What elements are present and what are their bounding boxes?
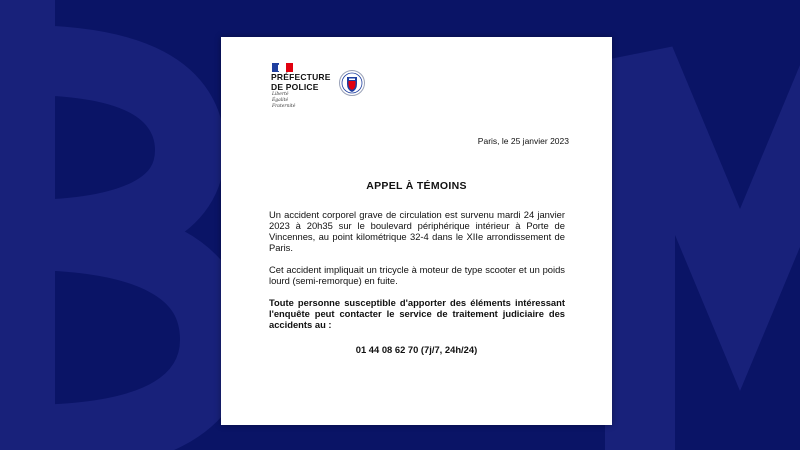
police-emblem-icon [338, 69, 366, 97]
paragraph-vehicles-involved: Cet accident impliquait un tricycle à moteur de type scooter et un poids lourd (semi-remorque) en fuite. [269, 264, 565, 286]
republic-motto [272, 92, 295, 110]
paragraph-accident-description: Un accident corporel grave de circulation est survenu mardi 24 janvier 2023 à 20h35 sur le boulevard périphérique intérieur à Porte de Vincennes, au point kilométrique 32-4 dans le XIIe arrondissement de Paris. [269, 209, 565, 253]
document-title: APPEL À TÉMOINS [366, 180, 467, 192]
organization-line2: DE POLICE [271, 81, 319, 92]
document-date: Paris, le 25 janvier 2023 [477, 136, 569, 146]
organization-line1: PRÉFECTURE [271, 72, 331, 82]
motto-egalite: Égalité [272, 98, 289, 103]
motto-liberte: Liberté [272, 92, 289, 97]
paragraph-contact-request: Toute personne susceptible d'apporter des éléments intéressant l'enquête peut contacter le service de traitement judiciaire des accidents au : [269, 297, 565, 330]
press-release-document [221, 37, 612, 425]
organization-name [271, 73, 331, 92]
motto-fraternite: Fraternité [272, 104, 296, 109]
contact-phone-number: 01 44 08 62 70 (7j/7, 24h/24) [355, 344, 478, 355]
french-flag-icon [272, 63, 293, 72]
